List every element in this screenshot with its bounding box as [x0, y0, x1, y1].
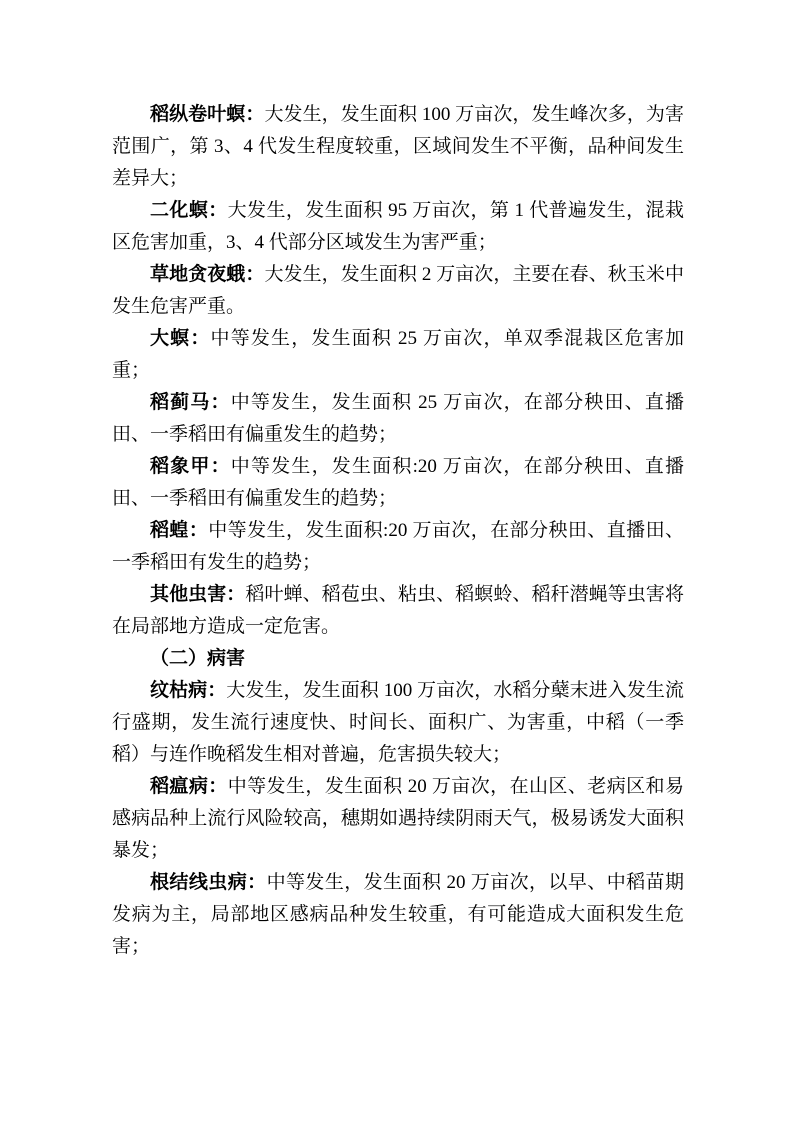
- pest-description: 大发生，发生面积 2 万亩次，主要在春、秋玉米中发生危害严重。: [112, 264, 684, 317]
- pest-term: 其他虫害：: [150, 584, 246, 605]
- disease-term: 稻瘟病：: [150, 776, 228, 797]
- pest-description: 中等发生，发生面积 25 万亩次，单双季混栽区危害加重；: [112, 328, 684, 381]
- pest-term: 稻蓟马：: [150, 392, 231, 413]
- paragraph-root-knot-nematode: [112, 867, 684, 963]
- pest-term: 稻象甲：: [150, 456, 231, 477]
- pest-description: 中等发生，发生面积:20 万亩次，在部分秧田、直播田、一季稻田有偏重发生的趋势；: [112, 456, 684, 509]
- section-heading-diseases: [112, 643, 684, 675]
- paragraph-fall-armyworm: [112, 259, 684, 323]
- pest-term: 二化螟：: [150, 200, 228, 221]
- paragraph-rice-thrips: [112, 387, 684, 451]
- disease-description: 中等发生，发生面积 20 万亩次，以早、中稻苗期发病为主，局部地区感病品种发生较重，有可能造成大面积发生危害；: [112, 872, 684, 957]
- pest-description: 稻叶蝉、稻苞虫、粘虫、稻螟蛉、稻秆潜蝇等虫害将在局部地方造成一定危害。: [112, 584, 684, 637]
- section-heading-text: （二）病害: [150, 648, 246, 669]
- pest-term: 稻蝗：: [150, 520, 209, 541]
- pest-description: 大发生，发生面积 95 万亩次，第 1 代普遍发生，混栽区危害加重，3、4 代部分区域发生为害严重；: [112, 200, 684, 253]
- paragraph-striped-stem-borer: [112, 195, 684, 259]
- pest-term: 大螟：: [150, 328, 211, 349]
- paragraph-rice-water-weevil: [112, 451, 684, 515]
- pest-term: 草地贪夜蛾：: [150, 264, 265, 285]
- pest-description: 中等发生，发生面积:20 万亩次，在部分秧田、直播田、一季稻田有发生的趋势；: [112, 520, 684, 573]
- paragraph-rice-grasshopper: [112, 515, 684, 579]
- paragraph-pink-stem-borer: [112, 323, 684, 387]
- disease-term: 纹枯病：: [150, 680, 227, 701]
- pest-description: 中等发生，发生面积 25 万亩次，在部分秧田、直播田、一季稻田有偏重发生的趋势；: [112, 392, 684, 445]
- document-content: [112, 99, 684, 963]
- paragraph-sheath-blight: [112, 675, 684, 771]
- paragraph-rice-leaf-roller: [112, 99, 684, 195]
- disease-term: 根结线虫病：: [150, 872, 267, 893]
- paragraph-rice-blast: [112, 771, 684, 867]
- disease-description: 大发生，发生面积 100 万亩次，水稻分蘖末进入发生流行盛期，发生流行速度快、时间长、面积广、为害重，中稻（一季稻）与连作晚稻发生相对普遍，危害损失较大；: [112, 680, 684, 765]
- pest-term: 稻纵卷叶螟：: [150, 104, 265, 125]
- pest-description: 大发生，发生面积 100 万亩次，发生峰次多，为害范围广，第 3、4 代发生程度较重，区域间发生不平衡，品种间发生差异大；: [112, 104, 684, 189]
- paragraph-other-pests: [112, 579, 684, 643]
- disease-description: 中等发生，发生面积 20 万亩次，在山区、老病区和易感病品种上流行风险较高，穗期如遇持续阴雨天气，极易诱发大面积暴发；: [112, 776, 684, 861]
